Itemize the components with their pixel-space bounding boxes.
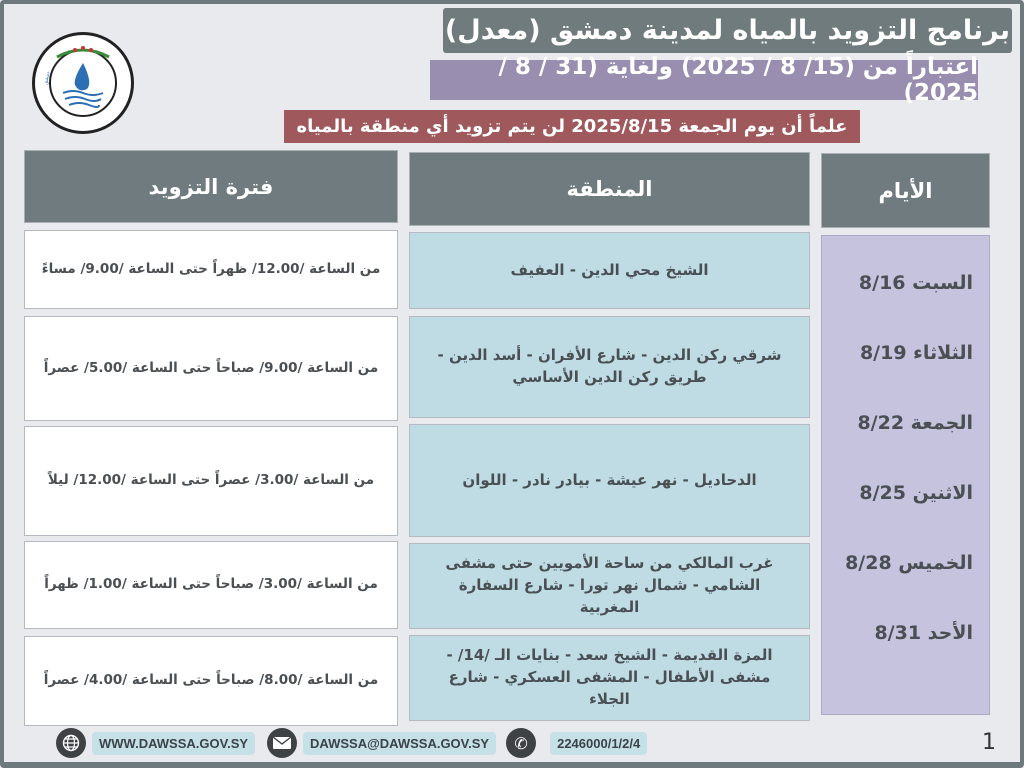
area-cell: الشيخ محي الدين - العفيف — [409, 232, 810, 309]
day-item: السبت 8/16 — [858, 272, 973, 294]
day-item: الاثنين 8/25 — [859, 482, 973, 504]
globe-icon — [56, 728, 86, 758]
time-cell: من الساعة /9.00/ صباحاً حتى الساعة /5.00/ عصراً — [24, 316, 398, 421]
area-cell: المزة القديمة - الشيخ سعد - بنايات الـ /14/ - مشفى الأطفال - المشفى العسكري - شارع الجلاء — [409, 635, 810, 721]
page-number: 1 — [982, 730, 996, 755]
phone-icon: ✆ — [506, 728, 536, 758]
footer-contacts — [56, 728, 647, 758]
days-column — [821, 235, 990, 715]
area-cell: الدحاديل - نهر عيشة - بيادر نادر - اللوان — [409, 424, 810, 537]
email-link[interactable]: DAWSSA@DAWSSA.GOV.SY — [303, 732, 496, 755]
water-drop-logo-icon — [35, 35, 131, 131]
column-header-area: المنطقة — [409, 152, 810, 226]
time-cell: من الساعة /3.00/ صباحاً حتى الساعة /1.00/ ظهراً — [24, 541, 398, 629]
phone-number: 2246000/1/2/4 — [550, 732, 647, 755]
area-cell: غرب المالكي من ساحة الأمويين حتى مشفى الشامي - شمال نهر تورا - شارع السفارة المغربية — [409, 543, 810, 629]
date-range-banner: اعتباراً من (15/ 8 / 2025) ولغاية (31 / 8 / 2025) — [430, 60, 978, 100]
time-cell: من الساعة /8.00/ صباحاً حتى الساعة /4.00/ عصراً — [24, 636, 398, 726]
day-item: الجمعة 8/22 — [857, 412, 973, 434]
notice-banner: علماً أن يوم الجمعة 2025/8/15 لن يتم تزويد أي منطقة بالمياه — [284, 110, 860, 143]
organization-logo — [32, 32, 134, 134]
time-cell: من الساعة /3.00/ عصراً حتى الساعة /12.00/ ليلاً — [24, 426, 398, 536]
area-cell: شرقي ركن الدين - شارع الأفران - أسد الدين - طريق ركن الدين الأساسي — [409, 316, 810, 418]
column-header-time: فترة التزويد — [24, 150, 398, 223]
day-item: الأحد 8/31 — [874, 622, 973, 644]
envelope-icon — [267, 728, 297, 758]
time-cell: من الساعة /12.00/ ظهراً حتى الساعة /9.00/ مساءً — [24, 230, 398, 309]
day-item: الثلاثاء 8/19 — [859, 342, 973, 364]
column-header-days: الأيام — [821, 153, 990, 228]
svg-text:دمشق: دمشق — [43, 70, 52, 86]
day-item: الخميس 8/28 — [845, 552, 973, 574]
page-title: برنامج التزويد بالمياه لمدينة دمشق (معدل) — [443, 8, 1012, 53]
website-link[interactable]: WWW.DAWSSA.GOV.SY — [92, 732, 255, 755]
